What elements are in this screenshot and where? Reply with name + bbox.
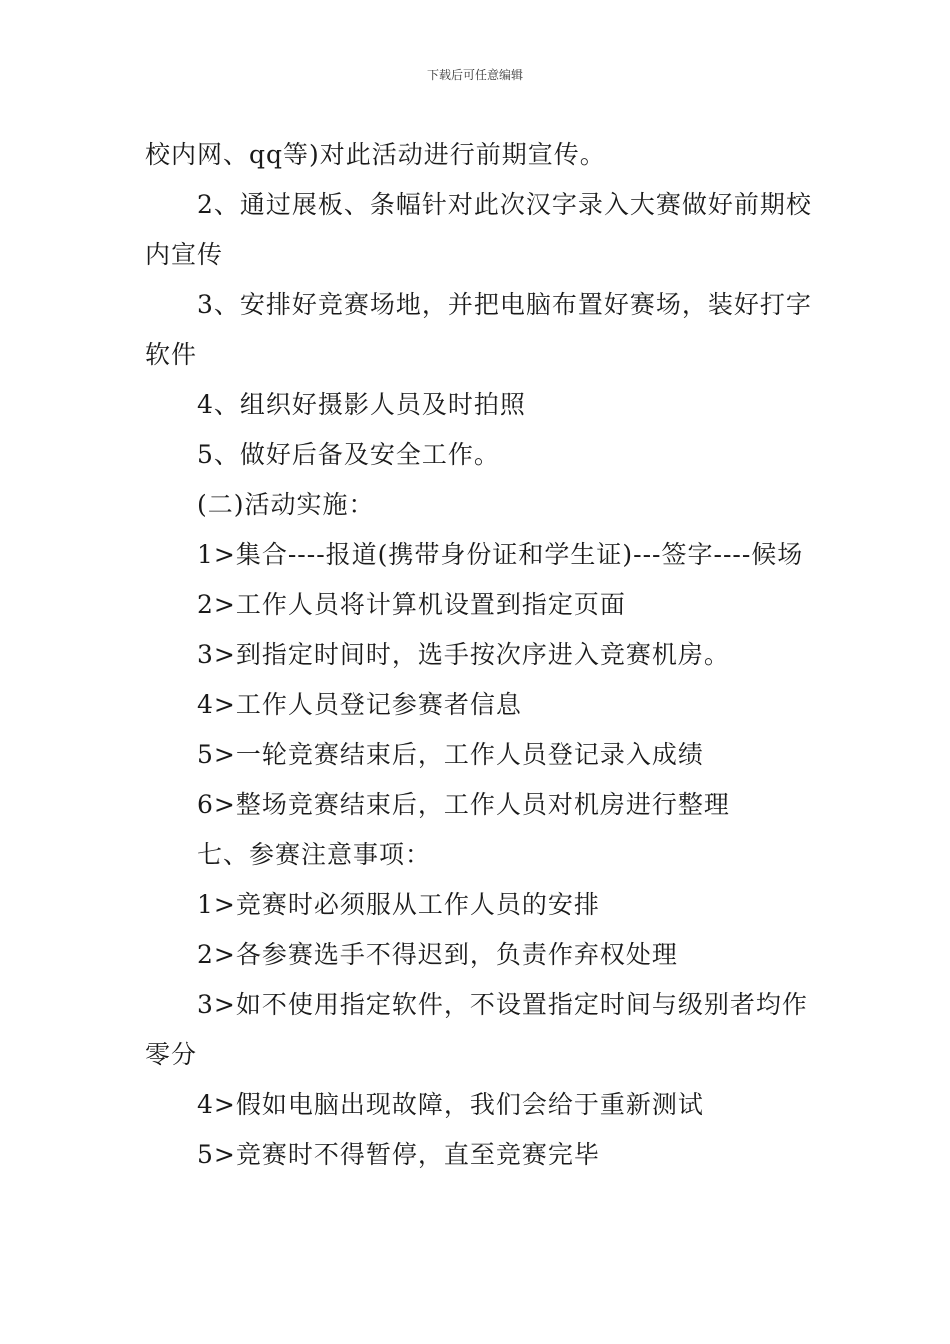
- paragraph: 4、组织好摄影人员及时拍照: [197, 390, 526, 419]
- paragraph: 校内网、qq等)对此活动进行前期宣传。: [145, 140, 606, 169]
- paragraph: 1>竞赛时必须服从工作人员的安排: [197, 890, 600, 919]
- paragraph: 3>如不使用指定软件，不设置指定时间与级别者均作零分: [145, 990, 808, 1069]
- document-body: [145, 130, 815, 1180]
- paragraph: 4>工作人员登记参赛者信息: [197, 690, 522, 719]
- paragraph: 2、通过展板、条幅针对此次汉字录入大赛做好前期校内宣传: [145, 190, 812, 269]
- paragraph: 5、做好后备及安全工作。: [197, 440, 500, 469]
- paragraph: 2>各参赛选手不得迟到，负责作弃权处理: [197, 940, 678, 969]
- paragraph: 4>假如电脑出现故障，我们会给于重新测试: [197, 1090, 704, 1119]
- paragraph: (二)活动实施：: [197, 490, 375, 519]
- paragraph: 1>集合----报道(携带身份证和学生证)---签字----候场: [197, 540, 804, 569]
- paragraph: 6>整场竞赛结束后，工作人员对机房进行整理: [197, 790, 730, 819]
- paragraph: 七、参赛注意事项：: [197, 840, 432, 869]
- page-header: 下载后可任意编辑: [426, 68, 523, 82]
- paragraph: 3>到指定时间时，选手按次序进入竞赛机房。: [197, 640, 730, 669]
- paragraph: 5>竞赛时不得暂停，直至竞赛完毕: [197, 1140, 600, 1169]
- paragraph: 5>一轮竞赛结束后，工作人员登记录入成绩: [197, 740, 704, 769]
- paragraph: 2>工作人员将计算机设置到指定页面: [197, 590, 626, 619]
- paragraph: 3、安排好竞赛场地，并把电脑布置好赛场，装好打字软件: [145, 290, 812, 369]
